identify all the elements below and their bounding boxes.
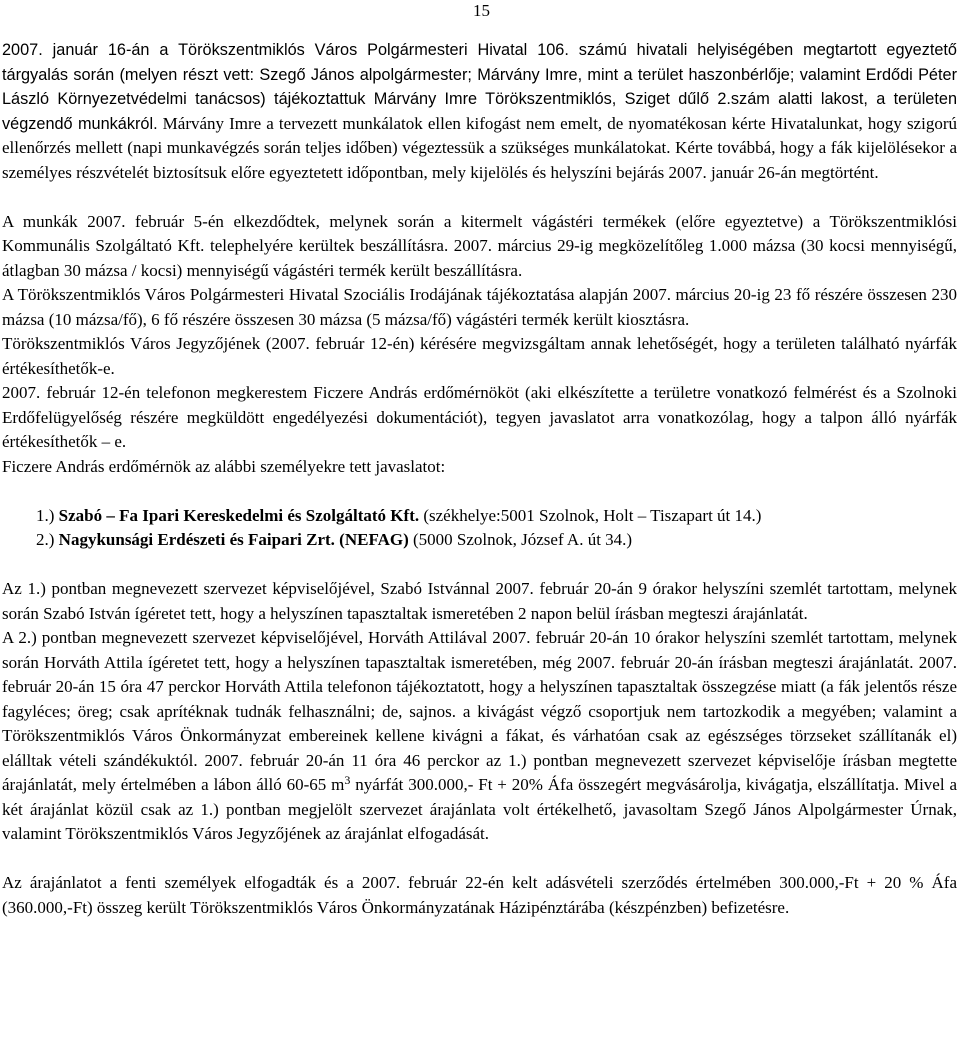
- list-item-address: (5000 Szolnok, József A. út 34.): [408, 530, 633, 549]
- paragraph-gap: [2, 553, 957, 578]
- paragraph-social-office: A Törökszentmiklós Város Polgármesteri Hivatal Szociális Irodájának tájékoztatása alapján 2007. március 20-ig 23 fő részére összesen 230 mázsa (10 mázsa/fő), 6 fő részére összesen 30 mázsa (5 mázsa/fő) vágástéri termék került kiosztásra.: [2, 285, 957, 329]
- paragraph-work-start: A munkák 2007. február 5-én elkezdődtek, melynek során a kitermelt vágástéri termékek (előre egyeztetve) a Törökszentmiklósi Kommunális Szolgáltató Kft. telephelyére kerültek beszállításra. 2007. március 29-ig megközelítőleg 1.000 mázsa (30 kocsi mennyiségű, átlagban 30 mázsa / kocsi) mennyiségű vágástéri termék került beszállításra.: [2, 211, 957, 280]
- paragraph-point-2-text: A 2.) pontban megnevezett szervezet képviselőjével, Horváth Attilával 2007. február 20-án 10 órakor helyszíni szemlét tartottam, melynek során Horváth Attila ígéretet tett, hogy a helyszínen tapasztaltak ismeretében, még 2007. február 20-án írásban megteszi árajánlatát. 2007. február 20-án 15 óra 47 perckor Horváth Attila telefonon tájékoztatott, hogy a helyszínen tapasztaltak összegzése miatt (a fák jelentős része fagyléces; öreg; csak aprítéknak tudnák felhasználni; de, sajnos. a kivágást végző csoportjuk nem tartozkodik a megyében; valamint a Törökszentmiklós Város Önkormányzat embereinek kellene kivágni a fákat, és várhatóan csak az egészséges törzseket szállítanák el) elálltak vételi szándékuktól. 2007. február 20-án 11 óra 46 perckor az 1.) pontban megnevezett szervezet képviselője írásban megtette árajánlatát, mely értelmében a lábon álló 60-65 m: [2, 628, 957, 794]
- paragraph-phone-contact: 2007. február 12-én telefonon megkerestem Ficzere András erdőmérnököt (aki elkészítette a területre vonatkozó felmérést és a Szolnoki Erdőfelügyelőség részére megküldött engedélyezési dokumentációt), tegyen javaslatot arra vonatkozólag, hogy a talpon álló nyárfák értékesíthetők – e.: [2, 383, 957, 451]
- document-body: [2, 38, 957, 920]
- list-item-number: 1.): [36, 505, 55, 525]
- paragraph-gap: [2, 185, 957, 210]
- list-item-address: (székhelye:5001 Szolnok, Holt – Tiszapart út 14.): [419, 505, 762, 525]
- superscript-cubic: 3: [344, 773, 351, 787]
- paragraph-point-2-continuation: nyárfát 300.000,- Ft + 20% Áfa összegért megvásárolja, kivágatja, elszállítatja. Mivel a két árajánlat közül csak az 1.) pontban megjelölt szervezet árajánlata volt értékelhető, javasoltam Szegő János Alpolgármester Úrnak, valamint Törökszentmiklós Város Jegyzőjének az árajánlat elfogadását.: [2, 775, 957, 843]
- paragraph-meeting-continuation: Márvány Imre a tervezett munkálatok ellen kifogást nem emelt, de nyomatékosan kérte Hivatalunkat, hogy szigorú ellenőrzés mellett (napi munkavégzés során teljes időben) végeztessük a szükséges munkálatokat. Kérte továbbá, hogy a fák kijelölésekor a személyes részvételét biztosítsuk előre egyeztetett időpontban, mely kijelölés és helyszíni bejárás 2007. január 26-án megtörtént.: [2, 113, 957, 182]
- paragraph-payment: Az árajánlatot a fenti személyek elfogadták és a 2007. február 22-én kelt adásvételi szerződés értelmében 300.000,-Ft + 20 % Áfa (360.000,-Ft) összeg került Törökszentmiklós Város Önkormányzatának Házipénztárába (készpénzben) befizetésre.: [2, 873, 957, 917]
- list-item-1: [2, 504, 957, 529]
- paragraph-gap: [2, 847, 957, 872]
- paragraph-meeting-text: 2007. január 16-án a Törökszentmiklós Város Polgármesteri Hivatal 106. számú hivatali helyiségében megtartott egyeztető tárgyalás során (melyen részt vett: Szegő János alpolgármester; Márvány Imre, mint a terület haszonbérlője; valamint Erdődi Péter László Környezetvédelmi tanácsos) tájékoztattuk Márvány Imre Törökszentmiklós, Sziget dűlő 2.szám alatti lakost, a területen végzendő munkákról.: [2, 41, 957, 133]
- page-number: 15: [473, 1, 490, 20]
- paragraph-gap: [2, 479, 957, 504]
- list-item-company-name: Nagykunsági Erdészeti és Faipari Zrt. (NEFAG): [58, 530, 409, 549]
- paragraph-proposal-intro: Ficzere András erdőmérnök az alábbi személyekre tett javaslatot:: [2, 456, 446, 476]
- list-item-company-name: Szabó – Fa Ipari Kereskedelmi és Szolgáltató Kft.: [58, 505, 420, 525]
- paragraph-point-1: Az 1.) pontban megnevezett szervezet képviselőjével, Szabó Istvánnal 2007. február 20-án 9 órakor helyszíni szemlét tartottam, melynek során Szabó István ígéretet tett, hogy a helyszínen tapasztaltak ismeretében 2 napon belül írásban megteszi árajánlatát.: [2, 579, 957, 623]
- list-item-number: 2.): [36, 530, 55, 549]
- paragraph-meeting: [2, 38, 957, 185]
- list-item-2: [2, 528, 957, 553]
- paragraph-point-2: [2, 626, 957, 847]
- paragraph-notary-request: Törökszentmiklós Város Jegyzőjének (2007. február 12-én) kérésére megvizsgáltam annak lehetőségét, hogy a területen található nyárfák értékesíthetők-e.: [2, 334, 957, 378]
